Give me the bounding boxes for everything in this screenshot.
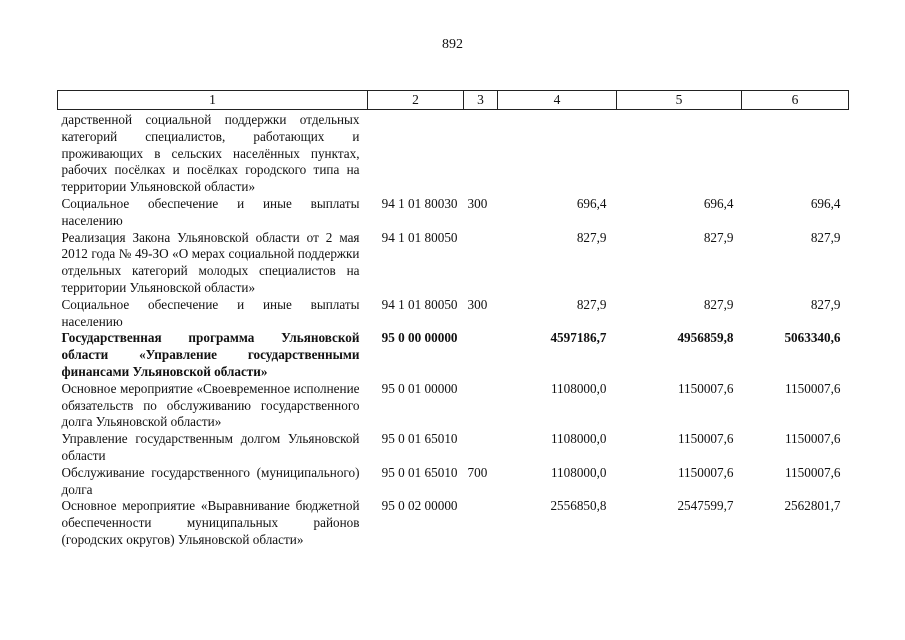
table-row bbox=[58, 381, 849, 431]
row-vr bbox=[464, 110, 498, 196]
row-value-2024: 2556850,8 bbox=[550, 498, 607, 514]
row-code: 95 0 01 65010 bbox=[381, 464, 458, 480]
row-value-2024 bbox=[498, 110, 617, 196]
row-value-2026: 827,9 bbox=[810, 296, 841, 312]
row-name: дарственной социальной поддержки отдельных категорий специалистов, работающих и проживающих в сельских населённых пунктах, рабочих посёлках и посёлках городского типа на территории Ульяновской области» bbox=[61, 112, 360, 195]
row-vr bbox=[464, 230, 498, 297]
page-number: 892 bbox=[442, 37, 463, 52]
row-value-2025: 1150007,6 bbox=[677, 380, 734, 396]
row-value-2026: 2562801,7 bbox=[784, 498, 841, 514]
row-code: 95 0 01 00000 bbox=[381, 380, 458, 396]
row-code: 95 0 02 00000 bbox=[381, 498, 458, 514]
row-name: Основное мероприятие «Своевременное исполнение обязательств по обслуживанию государственного долга Ульяновской области» bbox=[61, 380, 360, 430]
row-name: Социальное обеспечение и иные выплаты населению bbox=[61, 296, 360, 329]
row-value-2024: 1108000,0 bbox=[550, 464, 607, 480]
table-row bbox=[58, 465, 849, 499]
table-row bbox=[58, 498, 849, 548]
row-vr: 300 bbox=[467, 296, 488, 312]
table-row bbox=[58, 330, 849, 380]
table-row bbox=[58, 431, 849, 465]
column-header: 6 bbox=[742, 91, 849, 110]
row-value-2025: 827,9 bbox=[703, 229, 734, 245]
row-value-2024: 827,9 bbox=[576, 296, 607, 312]
table-row bbox=[58, 230, 849, 297]
header-row bbox=[58, 91, 849, 110]
row-vr bbox=[464, 431, 498, 465]
table-row bbox=[58, 297, 849, 331]
row-value-2024: 1108000,0 bbox=[550, 380, 607, 396]
row-vr bbox=[464, 498, 498, 548]
row-value-2026 bbox=[742, 110, 849, 196]
column-header: 2 bbox=[368, 91, 464, 110]
row-value-2025: 2547599,7 bbox=[677, 498, 734, 514]
row-code: 94 1 01 80050 bbox=[381, 296, 458, 312]
column-header: 1 bbox=[58, 91, 368, 110]
column-header: 5 bbox=[617, 91, 742, 110]
row-name: Управление государственным долгом Ульяновской области bbox=[61, 431, 360, 463]
budget-table bbox=[57, 90, 849, 549]
row-value-2025 bbox=[617, 110, 742, 196]
row-value-2026: 1150007,6 bbox=[784, 380, 841, 396]
row-value-2025: 827,9 bbox=[703, 296, 734, 312]
row-value-2026: 5063340,6 bbox=[784, 330, 841, 346]
row-value-2026: 696,4 bbox=[810, 195, 841, 211]
column-header: 3 bbox=[464, 91, 498, 110]
row-value-2025: 4956859,8 bbox=[677, 330, 734, 346]
row-code: 95 0 00 00000 bbox=[381, 330, 458, 346]
row-code: 94 1 01 80050 bbox=[381, 229, 458, 245]
column-header: 4 bbox=[498, 91, 617, 110]
row-value-2025: 1150007,6 bbox=[677, 431, 734, 447]
table-row bbox=[58, 196, 849, 230]
row-value-2026: 1150007,6 bbox=[784, 464, 841, 480]
row-vr bbox=[464, 330, 498, 380]
row-name: Социальное обеспечение и иные выплаты населению bbox=[61, 195, 360, 228]
row-code: 95 0 01 65010 bbox=[381, 431, 458, 447]
row-code: 94 1 01 80030 bbox=[381, 195, 458, 211]
row-value-2024: 696,4 bbox=[576, 195, 607, 211]
row-value-2026: 827,9 bbox=[810, 229, 841, 245]
row-name: Обслуживание государственного (муниципального) долга bbox=[61, 464, 360, 497]
row-value-2024: 1108000,0 bbox=[550, 431, 607, 447]
row-value-2025: 1150007,6 bbox=[677, 464, 734, 480]
row-name: Реализация Закона Ульяновской области от 2 мая 2012 года № 49-ЗО «О мерах социальной поддержки отдельных категорий молодых специалистов на территории Ульяновской области» bbox=[61, 229, 360, 295]
row-name: Государственная программа Ульяновской области «Управление государственными финансами Ульяновской области» bbox=[61, 330, 360, 379]
row-value-2026: 1150007,6 bbox=[784, 431, 841, 447]
row-value-2024: 827,9 bbox=[576, 229, 607, 245]
row-code bbox=[368, 110, 464, 196]
row-vr: 700 bbox=[467, 464, 488, 480]
row-value-2025: 696,4 bbox=[703, 195, 734, 211]
row-value-2024: 4597186,7 bbox=[550, 330, 607, 346]
table-row bbox=[58, 110, 849, 196]
row-vr bbox=[464, 381, 498, 431]
row-name: Основное мероприятие «Выравнивание бюджетной обеспеченности муниципальных районов (городских округов) Ульяновской области» bbox=[61, 498, 360, 547]
row-vr: 300 bbox=[467, 195, 488, 211]
